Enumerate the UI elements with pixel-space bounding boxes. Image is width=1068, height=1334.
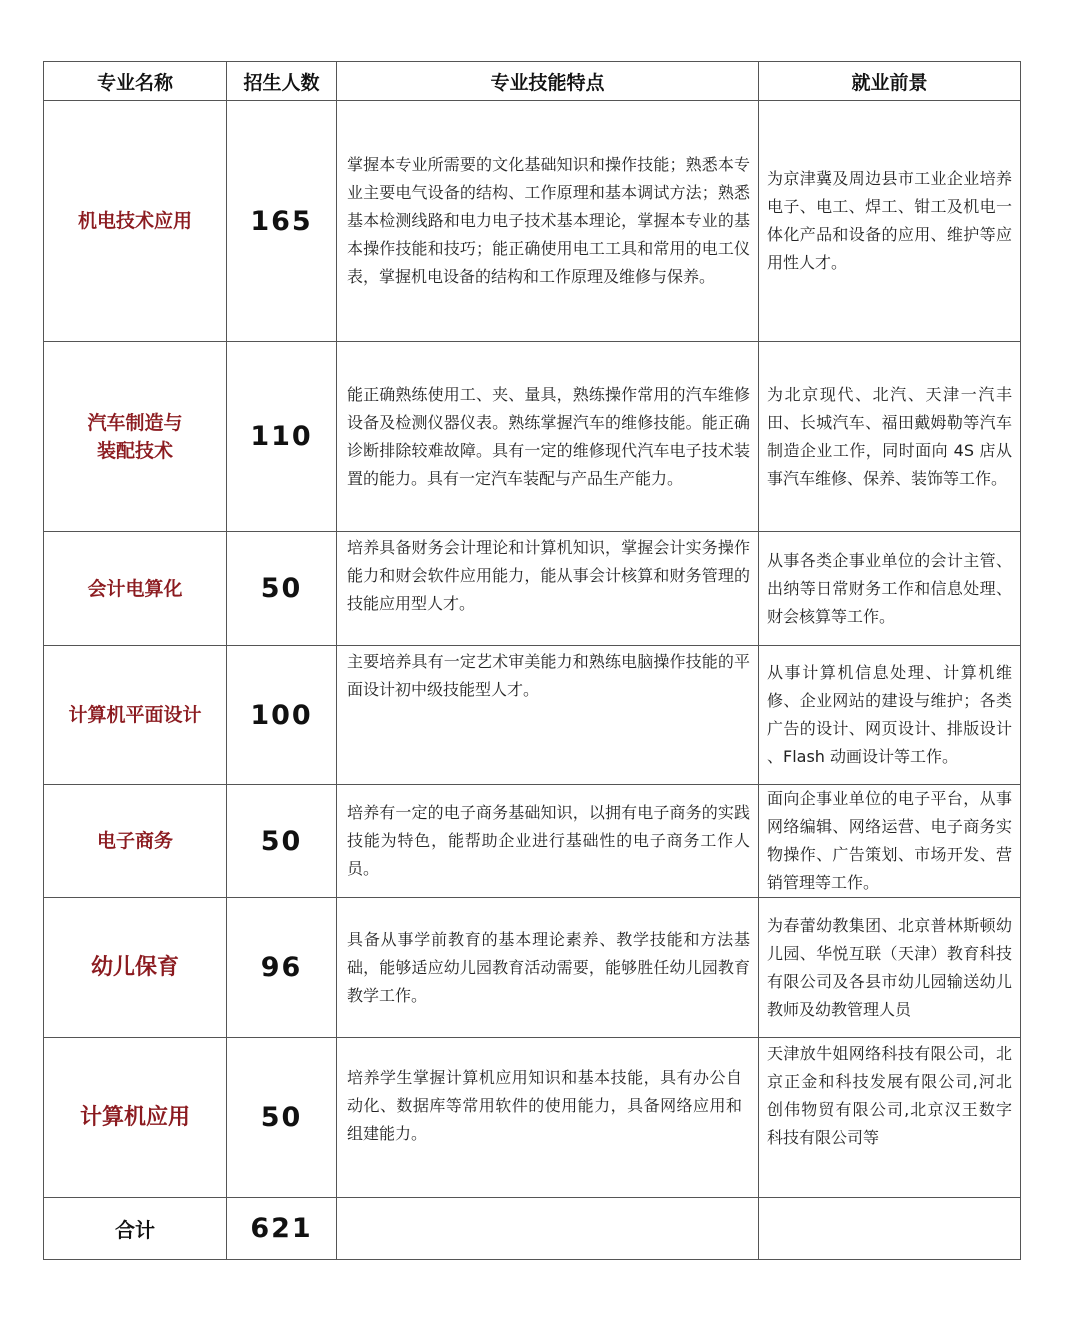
table-row: [44, 532, 1021, 646]
employment-prospects: 面向企事业单位的电子平台，从事网络编辑、网络运营、电子商务实物操作、广告策划、市场开发、营销管理等工作。: [759, 785, 1021, 898]
empty-cell: [759, 1198, 1021, 1260]
employment-prospects: 从事各类企事业单位的会计主管、出纳等日常财务工作和信息处理、财会核算等工作。: [759, 532, 1021, 646]
table-row: [44, 101, 1021, 342]
enrollment-count: 50: [227, 532, 337, 646]
major-name: 计算机应用: [44, 1038, 227, 1198]
skill-features: 培养具备财务会计理论和计算机知识，掌握会计实务操作能力和财会软件应用能力，能从事会计核算和财务管理的技能应用型人才。: [337, 532, 759, 646]
employment-prospects: 为春蕾幼教集团、北京普林斯顿幼儿园、华悦互联（天津）教育科技有限公司及各县市幼儿园输送幼儿教师及幼教管理人员: [759, 898, 1021, 1038]
table-row: [44, 342, 1021, 532]
major-name: 电子商务: [44, 785, 227, 898]
table-row: [44, 898, 1021, 1038]
major-name: 机电技术应用: [44, 101, 227, 342]
enrollment-count: 50: [227, 1038, 337, 1198]
skill-features: 主要培养具有一定艺术审美能力和熟练电脑操作技能的平面设计初中级技能型人才。: [337, 646, 759, 785]
employment-prospects: 为北京现代、北汽、天津一汽丰田、长城汽车、福田戴姆勒等汽车制造企业工作，同时面向 4S 店从事汽车维修、保养、装饰等工作。: [759, 342, 1021, 532]
table-row: [44, 646, 1021, 785]
major-name: 计算机平面设计: [44, 646, 227, 785]
employment-prospects: 为京津冀及周边县市工业企业培养电子、电工、焊工、钳工及机电一体化产品和设备的应用、维护等应用性人才。: [759, 101, 1021, 342]
enrollment-count: 110: [227, 342, 337, 532]
total-row: [44, 1198, 1021, 1260]
enrollment-count: 96: [227, 898, 337, 1038]
major-name: 幼儿保育: [44, 898, 227, 1038]
skill-features: 具备从事学前教育的基本理论素养、教学技能和方法基础，能够适应幼儿园教育活动需要，能够胜任幼儿园教育教学工作。: [337, 898, 759, 1038]
total-count: 621: [227, 1198, 337, 1260]
skill-features: 能正确熟练使用工、夹、量具，熟练操作常用的汽车维修设备及检测仪器仪表。熟练掌握汽车的维修技能。能正确诊断排除较难故障。具有一定的维修现代汽车电子技术装置的能力。具有一定汽车装配与产品生产能力。: [337, 342, 759, 532]
employment-prospects: 从事计算机信息处理、计算机维修、企业网站的建设与维护；各类广告的设计、网页设计、排版设计 、Flash 动画设计等工作。: [759, 646, 1021, 785]
header-row: [44, 62, 1021, 101]
total-label: 合计: [44, 1198, 227, 1260]
major-name: [44, 342, 227, 532]
empty-cell: [337, 1198, 759, 1260]
major-name: 会计电算化: [44, 532, 227, 646]
table-row: [44, 785, 1021, 898]
enrollment-count: 165: [227, 101, 337, 342]
skill-features: 培养有一定的电子商务基础知识，以拥有电子商务的实践技能为特色，能帮助企业进行基础性的电子商务工作人员。: [337, 785, 759, 898]
table-row: [44, 1038, 1021, 1198]
enrollment-count: 100: [227, 646, 337, 785]
header-major: 专业名称: [44, 62, 227, 101]
header-count: 招生人数: [227, 62, 337, 101]
major-name-text: 汽车制造与装配技术: [87, 411, 183, 462]
skill-features: 掌握本专业所需要的文化基础知识和操作技能；熟悉本专业主要电气设备的结构、工作原理和基本调试方法；熟悉基本检测线路和电力电子技术基本理论，掌握本专业的基本操作技能和技巧；能正确使用电工工具和常用的电工仪表，掌握机电设备的结构和工作原理及维修与保养。: [337, 101, 759, 342]
header-skills: 专业技能特点: [337, 62, 759, 101]
header-prospects: 就业前景: [759, 62, 1021, 101]
enrollment-table: [43, 61, 1021, 1260]
skill-features: 培养学生掌握计算机应用知识和基本技能，具有办公自动化、数据库等常用软件的使用能力，具备网络应用和组建能力。: [337, 1038, 759, 1198]
enrollment-count: 50: [227, 785, 337, 898]
employment-prospects: 天津放牛姐网络科技有限公司，北京正金和科技发展有限公司,河北创伟物贸有限公司,北京汉王数字科技有限公司等: [759, 1038, 1021, 1198]
